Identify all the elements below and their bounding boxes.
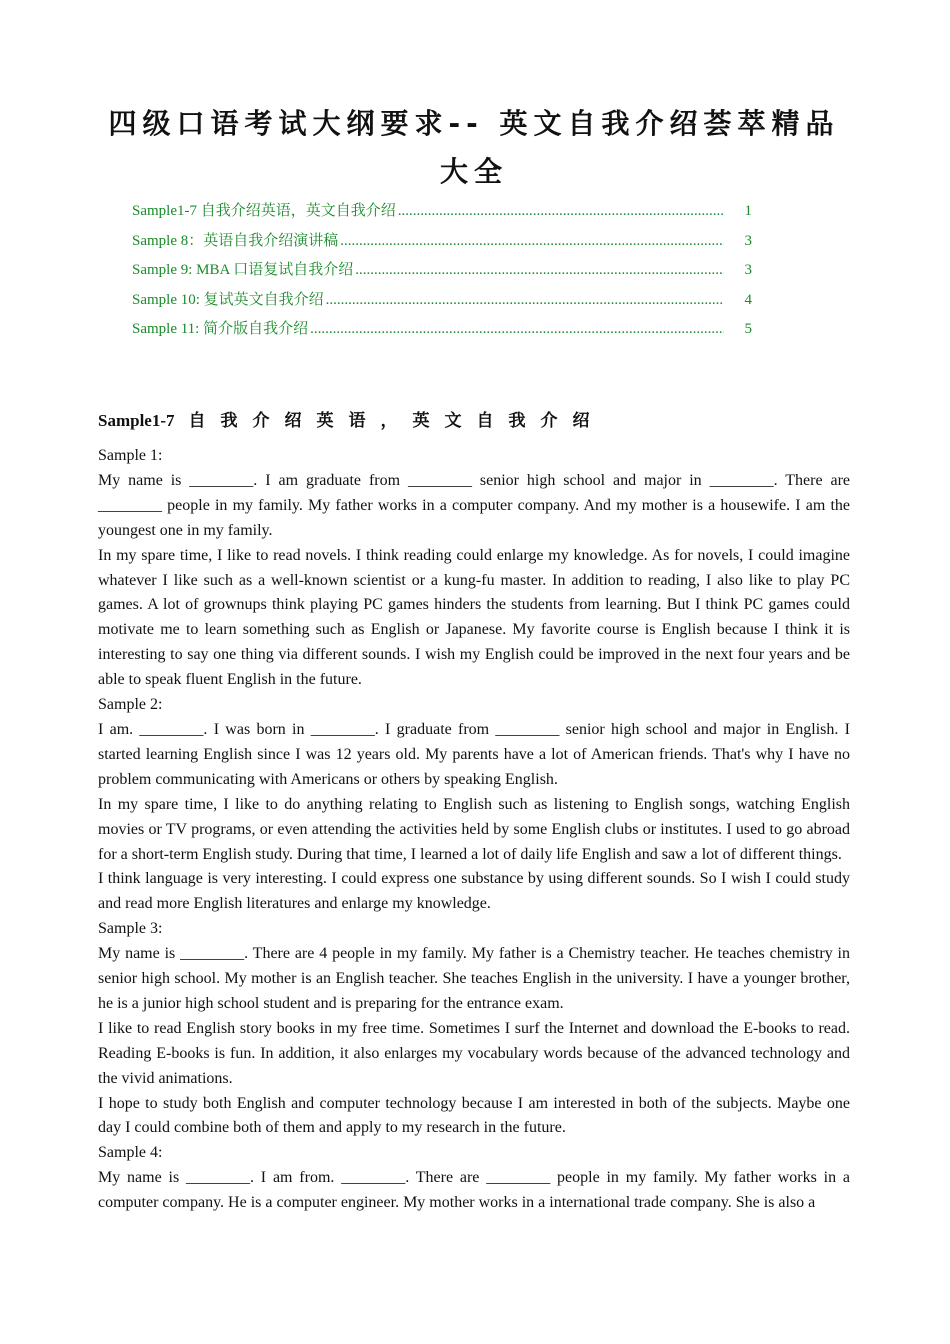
paragraph: I hope to study both English and computer technology because I am interested in both of the subjects. Maybe one day I could combine both of them and apply to my research in the future. (98, 1094, 850, 1137)
toc-page-number: 3 (744, 232, 752, 249)
toc-entry-sample-8[interactable] (132, 230, 752, 260)
paragraph: In my spare time, I like to do anything relating to English such as listening to English songs, watching English movies or TV programs, or even attending the activities held by some English clubs or institutes. I used to go abroad for a short-term English study. During that time, I learned a lot of daily life English and saw a lot of different things. (98, 795, 850, 863)
toc-entry-sample-1-7[interactable] (132, 200, 752, 230)
paragraph: My name is ________. I am from. ________. There are ________ people in my family. My father works in a computer company. He is a computer engineer. My mother works in a international trade company. She is also a (98, 1169, 850, 1212)
toc-page-number: 4 (744, 291, 752, 308)
sample-label: Sample 4: (98, 1144, 163, 1162)
toc-entry-label: Sample 11: 简介版自我介绍 (132, 321, 309, 337)
toc-entry-label: Sample1-7 自我介绍英语，英文自我介绍 (132, 203, 396, 219)
toc-entry-label: Sample 9: MBA 口语复试自我介绍 (132, 262, 354, 278)
toc-leader-dots (326, 289, 724, 311)
paragraph: I think language is very interesting. I could express one substance by using different sounds. So I wish I could study and read more English literatures and enlarge my knowledge. (98, 870, 850, 913)
document-title: 四级口语考试大纲要求-- 英文自我介绍荟萃精品大全 (108, 107, 840, 188)
sample-label: Sample 3: (98, 920, 163, 938)
section-heading (98, 407, 605, 435)
toc-entry-label: Sample 8：英语自我介绍演讲稿 (132, 232, 339, 249)
sample-label: Sample 2: (98, 696, 163, 714)
toc-leader-dots (310, 318, 724, 340)
paragraph: I like to read English story books in my free time. Sometimes I surf the Internet and download the E-books to read. Reading E-books is fun. In addition, it also enlarges my vocabulary words because of the advanced technology and the vivid animations. (98, 1019, 850, 1087)
section-heading-prefix: Sample1-7 (98, 411, 175, 430)
toc-entry-sample-11[interactable] (132, 318, 752, 348)
paragraph: My name is ________. There are 4 people in my family. My father is a Chemistry teacher. He teaches chemistry in senior high school. My mother is an English teacher. She teaches English in the university. I have a younger brother, he is a junior high school student and is preparing for the entrance exam. (98, 945, 850, 1012)
toc-page-number: 5 (744, 321, 752, 337)
paragraph: My name is ________. I am graduate from ________ senior high school and major in ________. There are ________ people in my family. My father works in a computer company. And my mother is a housewife. I am the youngest one in my family. (98, 471, 850, 539)
toc-page-number: 3 (744, 262, 752, 278)
toc-leader-dots (398, 200, 724, 222)
section-heading-chinese: 自我介绍英语，英文自我介绍 (188, 411, 605, 431)
toc-page-number: 1 (744, 203, 752, 219)
toc-leader-dots (355, 259, 724, 281)
paragraph: In my spare time, I like to read novels. I think reading could enlarge my knowledge. As for novels, I could imagine whatever I like such as a well-known scientist or a kung-fu master. In addition to reading, I also like to play PC games. A lot of grownups think playing PC games hinders the students from learning. But I think PC games could motivate me to learn something such as English or Japanese. My favorite course is English because I think it is interesting to say one thing via different sounds. I wish my English could be improved in the next four years and be able to speak fluent English in the future. (98, 546, 850, 689)
document-body (98, 444, 850, 1216)
toc-entry-sample-9[interactable] (132, 259, 752, 289)
toc-entry-label: Sample 10: 复试英文自我介绍 (132, 291, 324, 308)
table-of-contents (132, 200, 752, 348)
toc-leader-dots (340, 230, 724, 252)
toc-entry-sample-10[interactable] (132, 289, 752, 319)
sample-label: Sample 1: (98, 447, 163, 464)
paragraph: I am. ________. I was born in ________. I graduate from ________ senior high school and major in English. I started learning English since I was 12 years old. My parents have a lot of American friends. That's why I have no problem communicating with Americans or others by speaking English. (98, 720, 850, 788)
